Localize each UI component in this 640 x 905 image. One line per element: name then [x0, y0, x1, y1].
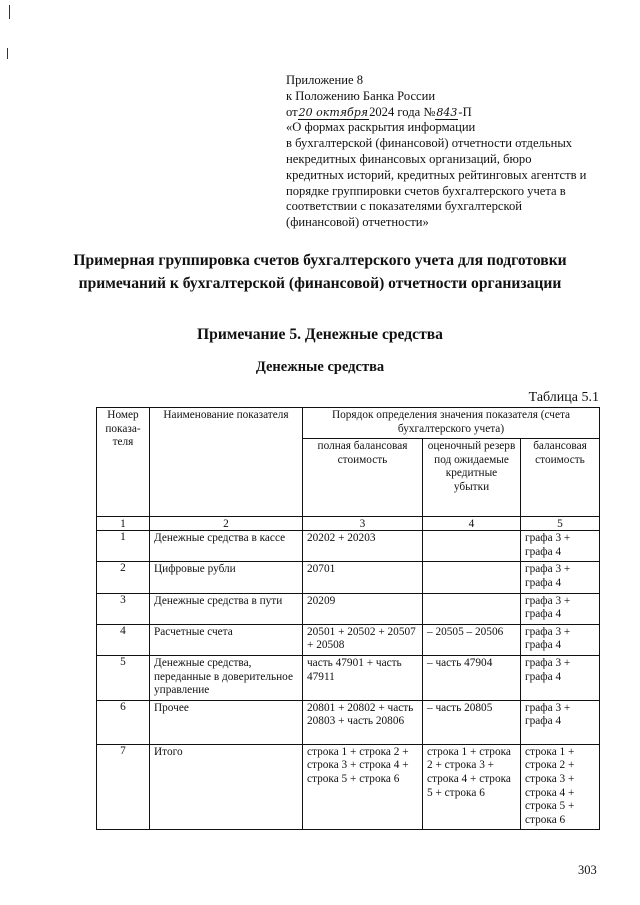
row-number: 3	[97, 593, 150, 624]
column-number: 5	[521, 517, 600, 531]
row-number: 5	[97, 655, 150, 700]
header-line: в бухгалтерской (финансовой) отчетности отдельных	[286, 136, 573, 151]
row-balance: графа 3 + графа 4	[521, 624, 600, 655]
date-prefix: от	[286, 104, 298, 119]
row-number: 7	[97, 744, 150, 830]
column-number: 3	[303, 517, 423, 531]
table-caption: Таблица 5.1	[528, 390, 599, 405]
row-gross: 20801 + 20802 + часть 20803 + часть 20806	[303, 700, 423, 744]
header-regulation: к Положению Банка России	[286, 88, 436, 103]
row-balance: графа 3 + графа 4	[521, 593, 600, 624]
table-row	[97, 593, 600, 624]
row-name: Денежные средства, переданные в доверительное управление	[150, 655, 303, 700]
row-balance: графа 3 + графа 4	[521, 700, 600, 744]
row-name: Денежные средства в пути	[150, 593, 303, 624]
table-row	[97, 531, 600, 562]
document-title: Примерная группировка счетов бухгалтерского учета для подготовки	[73, 252, 567, 269]
row-balance: графа 3 + графа 4	[521, 531, 600, 562]
accounts-table	[96, 407, 600, 830]
header-order: Порядок определения значения показателя (счета бухгалтерского учета)	[303, 408, 600, 439]
margin-mark	[7, 48, 8, 59]
header-name: Наименование показателя	[150, 408, 303, 517]
row-reserve: – 20505 – 20506	[423, 624, 521, 655]
row-gross: 20701	[303, 562, 423, 593]
document-title: примечаний к бухгалтерской (финансовой) отчетности организации	[78, 275, 562, 292]
table-row	[97, 700, 600, 744]
page-number: 303	[578, 863, 597, 877]
row-name: Прочее	[150, 700, 303, 744]
handwritten-number: 843	[436, 105, 458, 119]
row-name: Цифровые рубли	[150, 562, 303, 593]
row-gross: 20202 + 20203	[303, 531, 423, 562]
margin-mark	[9, 5, 10, 19]
row-balance: графа 3 + графа 4	[521, 655, 600, 700]
header-line: кредитных историй, кредитных рейтинговых агентств и	[286, 167, 587, 182]
table-row	[97, 562, 600, 593]
header-appendix: Приложение 8	[286, 73, 364, 87]
header-number: Номер показа-теля	[97, 408, 150, 517]
header-gross: полная балансовая стоимость	[303, 439, 423, 517]
date-rest: 2024 года №	[369, 104, 436, 119]
header-line: (финансовой) отчетности»	[286, 215, 429, 230]
header-line: порядке группировки счетов бухгалтерского учета в	[286, 183, 566, 198]
row-number: 4	[97, 624, 150, 655]
row-gross: 20501 + 20502 + 20507 + 20508	[303, 624, 423, 655]
header-balance: балансовая стоимость	[521, 439, 600, 517]
row-gross: строка 1 + строка 2 + строка 3 + строка 4 + строка 5 + строка 6	[303, 744, 423, 830]
note-heading: Примечание 5. Денежные средства	[197, 326, 443, 343]
table-header-row	[97, 408, 600, 439]
row-number: 6	[97, 700, 150, 744]
row-number: 2	[97, 562, 150, 593]
header-date-line	[286, 105, 616, 121]
row-number: 1	[97, 531, 150, 562]
row-reserve: – часть 20805	[423, 700, 521, 744]
row-reserve: – часть 47904	[423, 655, 521, 700]
column-number: 1	[97, 517, 150, 531]
handwritten-date: 20 октября	[298, 105, 369, 119]
row-gross: часть 47901 + часть 47911	[303, 655, 423, 700]
row-reserve: строка 1 + строка 2 + строка 3 + строка 4 + строка 5 + строка 6	[423, 744, 521, 830]
row-name: Денежные средства в кассе	[150, 531, 303, 562]
column-number: 4	[423, 517, 521, 531]
table-row	[97, 655, 600, 700]
row-balance: строка 1 + строка 2 + строка 3 + строка 4 + строка 5 + строка 6	[521, 744, 600, 830]
row-balance: графа 3 + графа 4	[521, 562, 600, 593]
header-line: некредитных финансовых организаций, бюро	[286, 151, 532, 166]
row-name: Итого	[150, 744, 303, 830]
column-numbers-row	[97, 517, 600, 531]
row-reserve	[423, 562, 521, 593]
row-gross: 20209	[303, 593, 423, 624]
table-row	[97, 624, 600, 655]
header-line: соответствии с показателями бухгалтерской	[286, 199, 523, 214]
row-reserve	[423, 531, 521, 562]
doc-suffix: -П	[458, 104, 472, 119]
table-row	[97, 744, 600, 830]
header-reserve: оценочный резерв под ожидаемые кредитные убытки	[423, 439, 521, 517]
document-header	[286, 73, 616, 231]
section-heading: Денежные средства	[255, 359, 385, 375]
column-number: 2	[150, 517, 303, 531]
row-reserve	[423, 593, 521, 624]
row-name: Расчетные счета	[150, 624, 303, 655]
header-line: «О формах раскрытия информации	[286, 120, 476, 135]
